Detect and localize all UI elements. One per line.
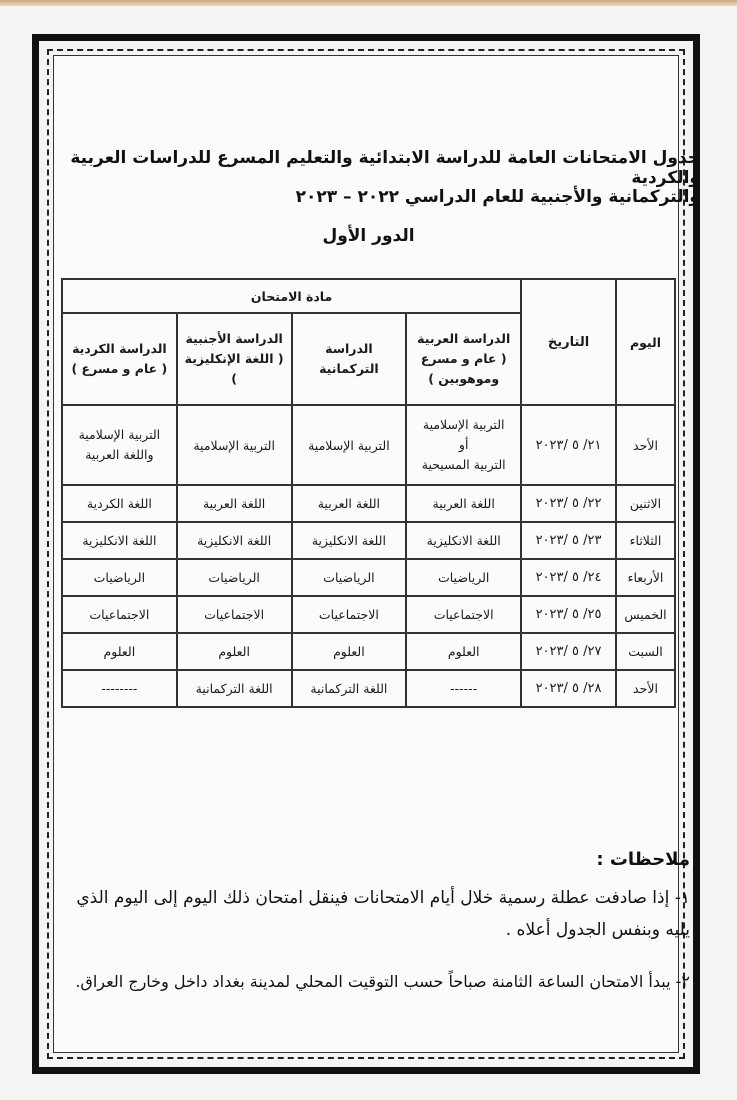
note-2: ٢- يبدأ الامتحان الساعة الثامنة صباحاً حسب التوقيت المحلي لمدينة بغداد داخل وخارج العراق. bbox=[75, 972, 690, 991]
header-foreign-study: الدراسة الأجنبية ( اللغة الإنكليزية ) bbox=[177, 313, 292, 405]
cell-day: الأربعاء bbox=[616, 559, 675, 596]
cell-date: ٢٣/ ٥ /٢٠٢٣ bbox=[521, 522, 616, 559]
cell-kurdish: الاجتماعيات bbox=[62, 596, 177, 633]
cell-foreign: الرياضيات bbox=[177, 559, 292, 596]
document-title-line1: جدول الامتحانات العامة للدراسة الابتدائية والتعليم المسرع للدراسات العربية والكردية bbox=[70, 148, 700, 188]
cell-day: السبت bbox=[616, 633, 675, 670]
cell-kurdish: اللغة الانكليزية bbox=[62, 522, 177, 559]
table-row bbox=[62, 405, 675, 485]
cell-date: ٢٨/ ٥ /٢٠٢٣ bbox=[521, 670, 616, 707]
cell-date: ٢٧/ ٥ /٢٠٢٣ bbox=[521, 633, 616, 670]
cell-turkmen: اللغة الانكليزية bbox=[292, 522, 407, 559]
cell-turkmen: اللغة العربية bbox=[292, 485, 407, 522]
cell-day: الخميس bbox=[616, 596, 675, 633]
table-row bbox=[62, 485, 675, 522]
cell-kurdish: العلوم bbox=[62, 633, 177, 670]
cell-kurdish: التربية الإسلامية واللغة العربية bbox=[62, 405, 177, 485]
exam-schedule-table bbox=[61, 278, 676, 708]
table-row bbox=[62, 670, 675, 707]
cell-kurdish: -------- bbox=[62, 670, 177, 707]
cell-foreign: العلوم bbox=[177, 633, 292, 670]
cell-foreign: اللغة العربية bbox=[177, 485, 292, 522]
cell-day: الأحد bbox=[616, 405, 675, 485]
cell-arabic: ------ bbox=[406, 670, 521, 707]
cell-day: الاثنين bbox=[616, 485, 675, 522]
cell-turkmen: اللغة التركمانية bbox=[292, 670, 407, 707]
header-day: اليوم bbox=[616, 279, 675, 405]
table-header-row bbox=[62, 279, 675, 313]
cell-foreign: الاجتماعيات bbox=[177, 596, 292, 633]
notes-heading: ملاحظات : bbox=[596, 849, 690, 870]
header-turkmen-study: الدراسة التركمانية bbox=[292, 313, 407, 405]
cell-day: الأحد bbox=[616, 670, 675, 707]
table-row bbox=[62, 596, 675, 633]
table-row bbox=[62, 559, 675, 596]
cell-foreign: اللغة التركمانية bbox=[177, 670, 292, 707]
note-1: ١- إذا صادفت عطلة رسمية خلال أيام الامتحانات فينقل امتحان ذلك اليوم إلى اليوم الذي يليه وبنفس الجدول أعلاه . bbox=[76, 888, 690, 940]
document-title-line2: والتركمانية والأجنبية للعام الدراسي ٢٠٢٢ – ٢٠٢٣ bbox=[295, 187, 700, 207]
table-row bbox=[62, 522, 675, 559]
cell-arabic: العلوم bbox=[406, 633, 521, 670]
cell-date: ٢١/ ٥ /٢٠٢٣ bbox=[521, 405, 616, 485]
cell-arabic: التربية الإسلامية أو التربية المسيحية bbox=[406, 405, 521, 485]
cell-turkmen: الاجتماعيات bbox=[292, 596, 407, 633]
cell-turkmen: التربية الإسلامية bbox=[292, 405, 407, 485]
cell-arabic: الاجتماعيات bbox=[406, 596, 521, 633]
cell-turkmen: الرياضيات bbox=[292, 559, 407, 596]
cell-day: الثلاثاء bbox=[616, 522, 675, 559]
paper-edge bbox=[0, 0, 737, 6]
cell-date: ٢٢/ ٥ /٢٠٢٣ bbox=[521, 485, 616, 522]
header-arabic-study: الدراسة العربية ( عام و مسرع وموهوبين ) bbox=[406, 313, 521, 405]
cell-turkmen: العلوم bbox=[292, 633, 407, 670]
cell-kurdish: الرياضيات bbox=[62, 559, 177, 596]
cell-date: ٢٤/ ٥ /٢٠٢٣ bbox=[521, 559, 616, 596]
cell-arabic: الرياضيات bbox=[406, 559, 521, 596]
header-date: التاريخ bbox=[521, 279, 616, 405]
cell-foreign: التربية الإسلامية bbox=[177, 405, 292, 485]
header-exam-subject: مادة الامتحان bbox=[62, 279, 521, 313]
exam-round-title: الدور الأول bbox=[322, 226, 415, 246]
cell-arabic: اللغة الانكليزية bbox=[406, 522, 521, 559]
cell-date: ٢٥/ ٥ /٢٠٢٣ bbox=[521, 596, 616, 633]
cell-foreign: اللغة الانكليزية bbox=[177, 522, 292, 559]
header-kurdish-study: الدراسة الكردية ( عام و مسرع ) bbox=[62, 313, 177, 405]
table-row bbox=[62, 633, 675, 670]
cell-kurdish: اللغة الكردية bbox=[62, 485, 177, 522]
cell-arabic: اللغة العربية bbox=[406, 485, 521, 522]
